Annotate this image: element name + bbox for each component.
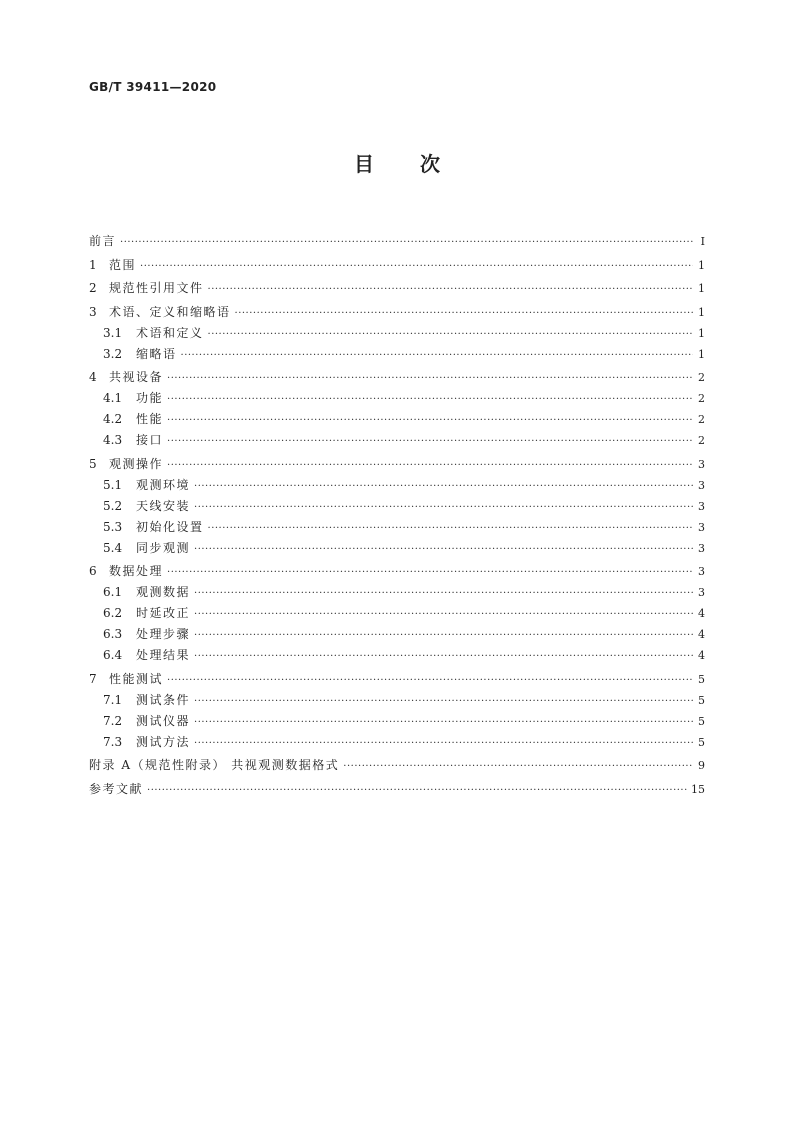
dot-leader xyxy=(194,691,693,712)
dot-leader xyxy=(167,389,693,410)
toc-entry-page: 4 xyxy=(698,628,705,641)
toc-entry-number: 6.4 xyxy=(103,648,123,662)
toc-entry-page: 2 xyxy=(698,434,705,447)
toc-entry[interactable] xyxy=(89,561,705,582)
toc-entry-number: 6.3 xyxy=(103,627,123,641)
dot-leader xyxy=(140,256,693,277)
toc-subentry[interactable] xyxy=(89,323,705,344)
toc-entry-label: 处理步骤 xyxy=(136,627,191,641)
toc-entry-label: 天线安装 xyxy=(136,498,191,513)
toc-entry-label: 观测环境 xyxy=(136,477,191,492)
toc-subentry[interactable] xyxy=(89,711,705,732)
dot-leader xyxy=(167,562,693,583)
toc-entry-page: 1 xyxy=(698,282,705,295)
toc-entry-number: 5.2 xyxy=(103,498,123,513)
toc-subentry[interactable] xyxy=(89,430,705,451)
toc-entry-page: 3 xyxy=(698,565,705,578)
toc-entry-label: 同步观测 xyxy=(136,540,191,555)
toc-entry-number: 3 xyxy=(89,304,97,319)
dot-leader xyxy=(194,539,693,560)
dot-leader xyxy=(167,368,693,389)
toc-entry[interactable] xyxy=(89,669,705,690)
toc-entry-page: 4 xyxy=(698,607,705,620)
toc-entry-label: 性能测试 xyxy=(109,671,164,686)
toc-entry-label: 缩略语 xyxy=(136,346,177,361)
toc-entry-label: 接口 xyxy=(136,433,164,447)
dot-leader xyxy=(147,780,687,801)
toc-entry[interactable] xyxy=(89,454,705,475)
toc-entry-number: 5.3 xyxy=(103,519,123,534)
toc-entry-label: 规范性引用文件 xyxy=(109,281,204,295)
toc-entry-label: 测试仪器 xyxy=(136,713,191,728)
toc-entry-number: 1 xyxy=(89,257,97,272)
toc-entry[interactable] xyxy=(89,367,705,388)
toc-entry-number: 2 xyxy=(89,281,97,295)
dot-leader xyxy=(194,712,693,733)
toc-entry-page: Ⅰ xyxy=(700,235,705,248)
dot-leader xyxy=(343,756,693,777)
toc-entry[interactable] xyxy=(89,755,705,776)
toc-entry-label: 性能 xyxy=(136,412,164,426)
dot-leader xyxy=(194,733,693,754)
toc-entry-label: 术语和定义 xyxy=(136,325,204,340)
toc-entry-number: 7 xyxy=(89,671,97,686)
toc-entry-page: 2 xyxy=(698,413,705,426)
dot-leader xyxy=(235,303,693,324)
toc-subentry[interactable] xyxy=(89,344,705,365)
toc-entry-number: 5 xyxy=(89,456,97,471)
toc-entry[interactable] xyxy=(89,255,705,276)
toc-entry-page: 1 xyxy=(698,326,705,340)
toc-subentry[interactable] xyxy=(89,690,705,711)
toc-entry-page: 5 xyxy=(698,693,705,707)
toc-entry-page: 3 xyxy=(698,520,705,534)
toc-entry-page: 3 xyxy=(698,499,705,513)
dot-leader xyxy=(194,625,693,646)
toc-entry-page: 5 xyxy=(698,735,705,749)
toc-entry-page: 3 xyxy=(698,457,705,471)
toc-entry-page: 1 xyxy=(698,305,705,319)
toc-entry-page: 15 xyxy=(691,782,705,796)
dot-leader xyxy=(194,604,693,625)
toc-entry-number: 7.1 xyxy=(103,692,123,707)
toc-subentry[interactable] xyxy=(89,624,705,645)
toc-subentry[interactable] xyxy=(89,475,705,496)
dot-leader xyxy=(194,476,693,497)
toc-entry-number: 3.1 xyxy=(103,325,123,340)
toc-entry-label: 功能 xyxy=(136,391,164,405)
toc-entry-number: 3.2 xyxy=(103,346,123,361)
toc-entry-number: 7.3 xyxy=(103,734,123,749)
standard-code: GB/T 39411—2020 xyxy=(89,80,217,94)
toc-entry-label: 时延改正 xyxy=(136,606,191,620)
page-title: 目次 xyxy=(354,152,486,176)
toc-entry-page: 1 xyxy=(698,347,705,361)
toc-subentry[interactable] xyxy=(89,603,705,624)
toc-entry[interactable] xyxy=(89,302,705,323)
toc-entry-label: 初始化设置 xyxy=(136,519,204,534)
toc-entry-label: 范围 xyxy=(109,257,137,272)
toc-subentry[interactable] xyxy=(89,732,705,753)
toc-subentry[interactable] xyxy=(89,582,705,603)
toc-subentry[interactable] xyxy=(89,496,705,517)
dot-leader xyxy=(194,646,693,667)
toc-entry-page: 3 xyxy=(698,478,705,492)
dot-leader xyxy=(194,497,693,518)
toc-entry-label: 参考文献 xyxy=(89,781,144,796)
toc-entry-label: 处理结果 xyxy=(136,648,191,662)
toc-entry-label: 观测操作 xyxy=(109,456,164,471)
toc-entry-page: 4 xyxy=(698,649,705,662)
toc-entry-page: 5 xyxy=(698,672,705,686)
dot-leader xyxy=(208,518,693,539)
dot-leader xyxy=(181,345,693,366)
toc-entry-page: 2 xyxy=(698,392,705,405)
toc-subentry[interactable] xyxy=(89,409,705,430)
toc-entry-number: 6.2 xyxy=(103,606,123,620)
dot-leader xyxy=(167,431,693,452)
toc-entry-label: 测试条件 xyxy=(136,692,191,707)
dot-leader xyxy=(120,232,693,253)
toc-entry-label: 测试方法 xyxy=(136,734,191,749)
dot-leader xyxy=(208,324,693,345)
toc-entry-number: 5.1 xyxy=(103,477,123,492)
toc-entry-number: 6 xyxy=(89,564,97,578)
toc-entry-label: 前言 xyxy=(89,234,117,248)
toc-entry-label: 观测数据 xyxy=(136,585,191,599)
toc-entry-number: 4.3 xyxy=(103,433,123,447)
toc-entry-label: 附录 A（规范性附录） 共视观测数据格式 xyxy=(89,758,340,772)
toc-entry-number: 4.2 xyxy=(103,412,123,426)
toc-entry-page: 1 xyxy=(698,258,705,272)
toc-subentry[interactable] xyxy=(89,388,705,409)
toc-entry-number: 4.1 xyxy=(103,391,123,405)
toc-entry[interactable] xyxy=(89,231,705,252)
toc-entry-label: 术语、定义和缩略语 xyxy=(109,304,231,319)
toc-entry-page: 3 xyxy=(698,541,705,555)
toc-subentry[interactable] xyxy=(89,538,705,559)
toc-entry-page: 5 xyxy=(698,714,705,728)
dot-leader xyxy=(167,410,693,431)
toc-entry[interactable] xyxy=(89,779,705,800)
toc-entry-number: 5.4 xyxy=(103,540,123,555)
toc-entry-page: 9 xyxy=(698,759,705,772)
dot-leader xyxy=(167,455,693,476)
toc-entry-page: 2 xyxy=(698,371,705,384)
dot-leader xyxy=(194,583,693,604)
toc-entry-label: 共视设备 xyxy=(109,370,164,384)
toc-entry-page: 3 xyxy=(698,586,705,599)
dot-leader xyxy=(167,670,693,691)
toc-entry-number: 6.1 xyxy=(103,585,123,599)
toc-entry-number: 7.2 xyxy=(103,713,123,728)
toc-entry-label: 数据处理 xyxy=(109,564,164,578)
table-of-contents xyxy=(89,231,705,800)
toc-entry-number: 4 xyxy=(89,370,97,384)
toc-subentry[interactable] xyxy=(89,645,705,666)
toc-subentry[interactable] xyxy=(89,517,705,538)
dot-leader xyxy=(208,279,693,300)
toc-entry[interactable] xyxy=(89,278,705,299)
